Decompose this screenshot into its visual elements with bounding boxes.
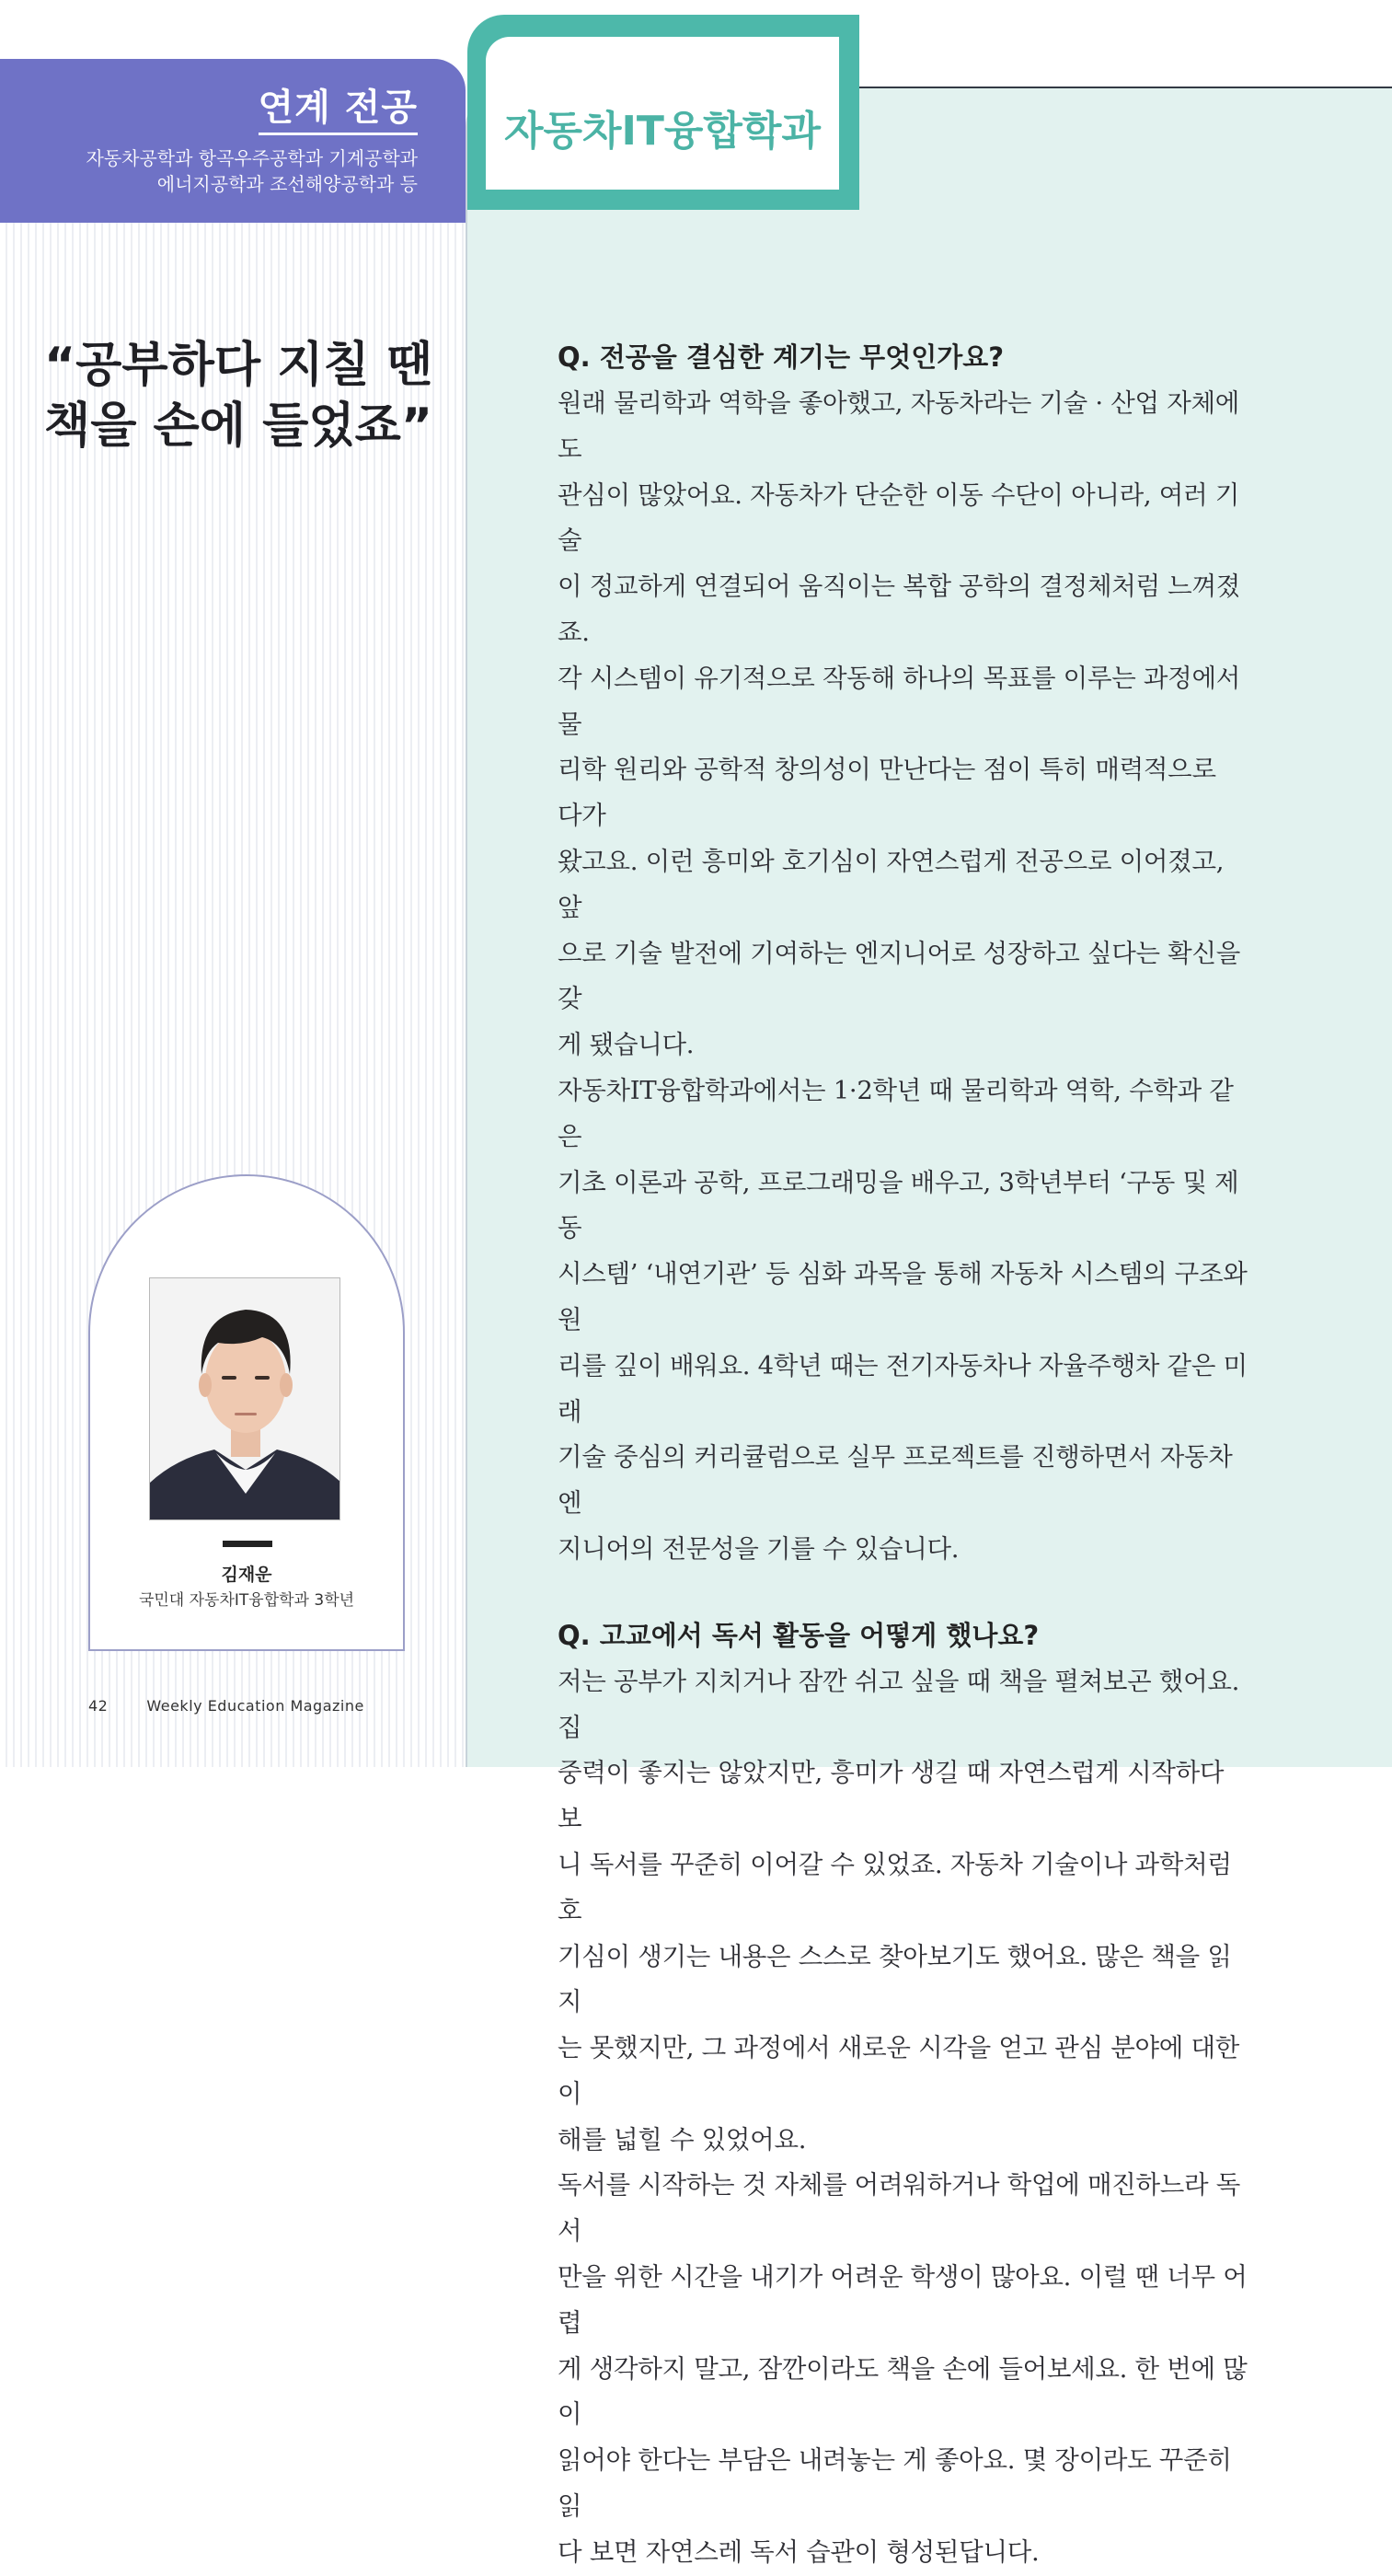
portrait-illustration [150, 1278, 340, 1520]
text-line: 시스템’ ‘내연기관’ 등 심화 과목을 통해 자동차 시스템의 구조와 원 [558, 1259, 1248, 1334]
text-line: 만을 위한 시간을 내기가 어려운 학생이 많아요. 이럴 땐 너무 어렵 [558, 2262, 1248, 2338]
department-tab-inner [486, 37, 839, 190]
name-divider [223, 1541, 272, 1547]
text-line: 중력이 좋지는 않았지만, 흥미가 생길 때 자연스럽게 시작하다 보 [558, 1758, 1225, 1834]
department-title: 자동차IT융합학과 [504, 108, 821, 155]
related-majors-band [0, 59, 466, 223]
portrait-photo [149, 1277, 340, 1520]
text-line: 저는 공부가 지치거나 잠깐 쉬고 싶을 때 책을 펼쳐보곤 했어요. 집 [558, 1666, 1240, 1742]
text-line: 독서를 시작하는 것 자체를 어려워하거나 학업에 매진하느라 독서 [558, 2170, 1240, 2247]
text-line: 기초 이론과 공학, 프로그래밍을 배우고, 3학년부터 ‘구동 및 제동 [558, 1167, 1239, 1243]
interview-article [558, 337, 1248, 2576]
related-majors-line: 에너지공학과 조선해양공학과 등 [156, 173, 418, 195]
answer-paragraph [558, 1659, 1248, 2164]
page-number: 42 [88, 1697, 109, 1715]
text-line: 해를 넓힐 수 있었어요. [558, 2124, 807, 2154]
section-gap [558, 1573, 1248, 1615]
pull-quote-line: 책을 손에 들었죠” [43, 399, 432, 454]
profile-card [88, 1174, 405, 1651]
pull-quote [37, 335, 432, 456]
related-majors-title: 연계 전공 [259, 85, 419, 135]
text-line: 원래 물리학과 역학을 좋아했고, 자동차라는 기술 · 산업 자체에도 [558, 388, 1240, 464]
related-majors-line: 자동차공학과 항곡우주공학과 기계공학과 [86, 147, 418, 169]
text-line: 읽어야 한다는 부담은 내려놓는 게 좋아요. 몇 장이라도 꾸준히 읽 [558, 2445, 1232, 2522]
text-line: 리를 깊이 배워요. 4학년 때는 전기자동차나 자율주행차 같은 미래 [558, 1350, 1248, 1427]
person-school: 국민대 자동차IT융합학과 3학년 [138, 1591, 355, 1610]
header-rule [856, 87, 1392, 88]
text-line: 는 못했지만, 그 과정에서 새로운 시각을 얻고 관심 분야에 대한 이 [558, 2033, 1240, 2108]
answer-paragraph [558, 381, 1248, 1069]
pull-quote-line: “공부하다 지칠 땐 [43, 338, 432, 393]
text-line: 으로 기술 발전에 기여하는 엔지니어로 성장하고 싶다는 확신을 갖 [558, 938, 1240, 1014]
department-tab [467, 15, 859, 210]
magazine-name: Weekly Education Magazine [146, 1697, 364, 1715]
text-line: 관심이 많았어요. 자동차가 단순한 이동 수단이 아니라, 여러 기술 [558, 479, 1240, 556]
text-line: 게 됐습니다. [558, 1030, 695, 1060]
text-line: 리학 원리와 공학적 창의성이 만난다는 점이 특히 매력적으로 다가 [558, 755, 1216, 831]
answer-paragraph [558, 1069, 1248, 1573]
related-majors-list [86, 145, 418, 197]
question-heading: Q. 고교에서 독서 활동을 어떻게 했나요? [558, 1619, 1040, 1651]
text-line: 다 보면 자연스레 독서 습관이 형성된답니다. [558, 2536, 1040, 2567]
text-line: 왔고요. 이런 흥미와 호기심이 자연스럽게 전공으로 이어졌고, 앞 [558, 846, 1225, 922]
text-line: 이 정교하게 연결되어 움직이는 복합 공학의 결정체처럼 느껴졌죠. [558, 572, 1240, 647]
text-line: 각 시스템이 유기적으로 작동해 하나의 목표를 이루는 과정에서 물 [558, 663, 1240, 739]
text-line: 니 독서를 꾸준히 이어갈 수 있었죠. 자동차 기술이나 과학처럼 호 [558, 1849, 1232, 1925]
text-line: 자동차IT융합학과에서는 1·2학년 때 물리학과 역학, 수학과 같은 [558, 1075, 1234, 1151]
person-name: 김재운 [221, 1565, 272, 1585]
question-heading: Q. 전공을 결심한 계기는 무엇인가요? [558, 341, 1005, 373]
page-footer [88, 1697, 403, 1715]
text-line: 지니어의 전문성을 기를 수 있습니다. [558, 1533, 960, 1564]
text-line: 기술 중심의 커리큘럼으로 실무 프로젝트를 진행하면서 자동차 엔 [558, 1442, 1233, 1519]
answer-paragraph [558, 2163, 1248, 2575]
text-line: 게 생각하지 말고, 잠깐이라도 책을 손에 들어보세요. 한 번에 많이 [558, 2353, 1248, 2430]
text-line: 기심이 생기는 내용은 스스로 찾아보기도 했어요. 많은 책을 읽지 [558, 1941, 1232, 2017]
